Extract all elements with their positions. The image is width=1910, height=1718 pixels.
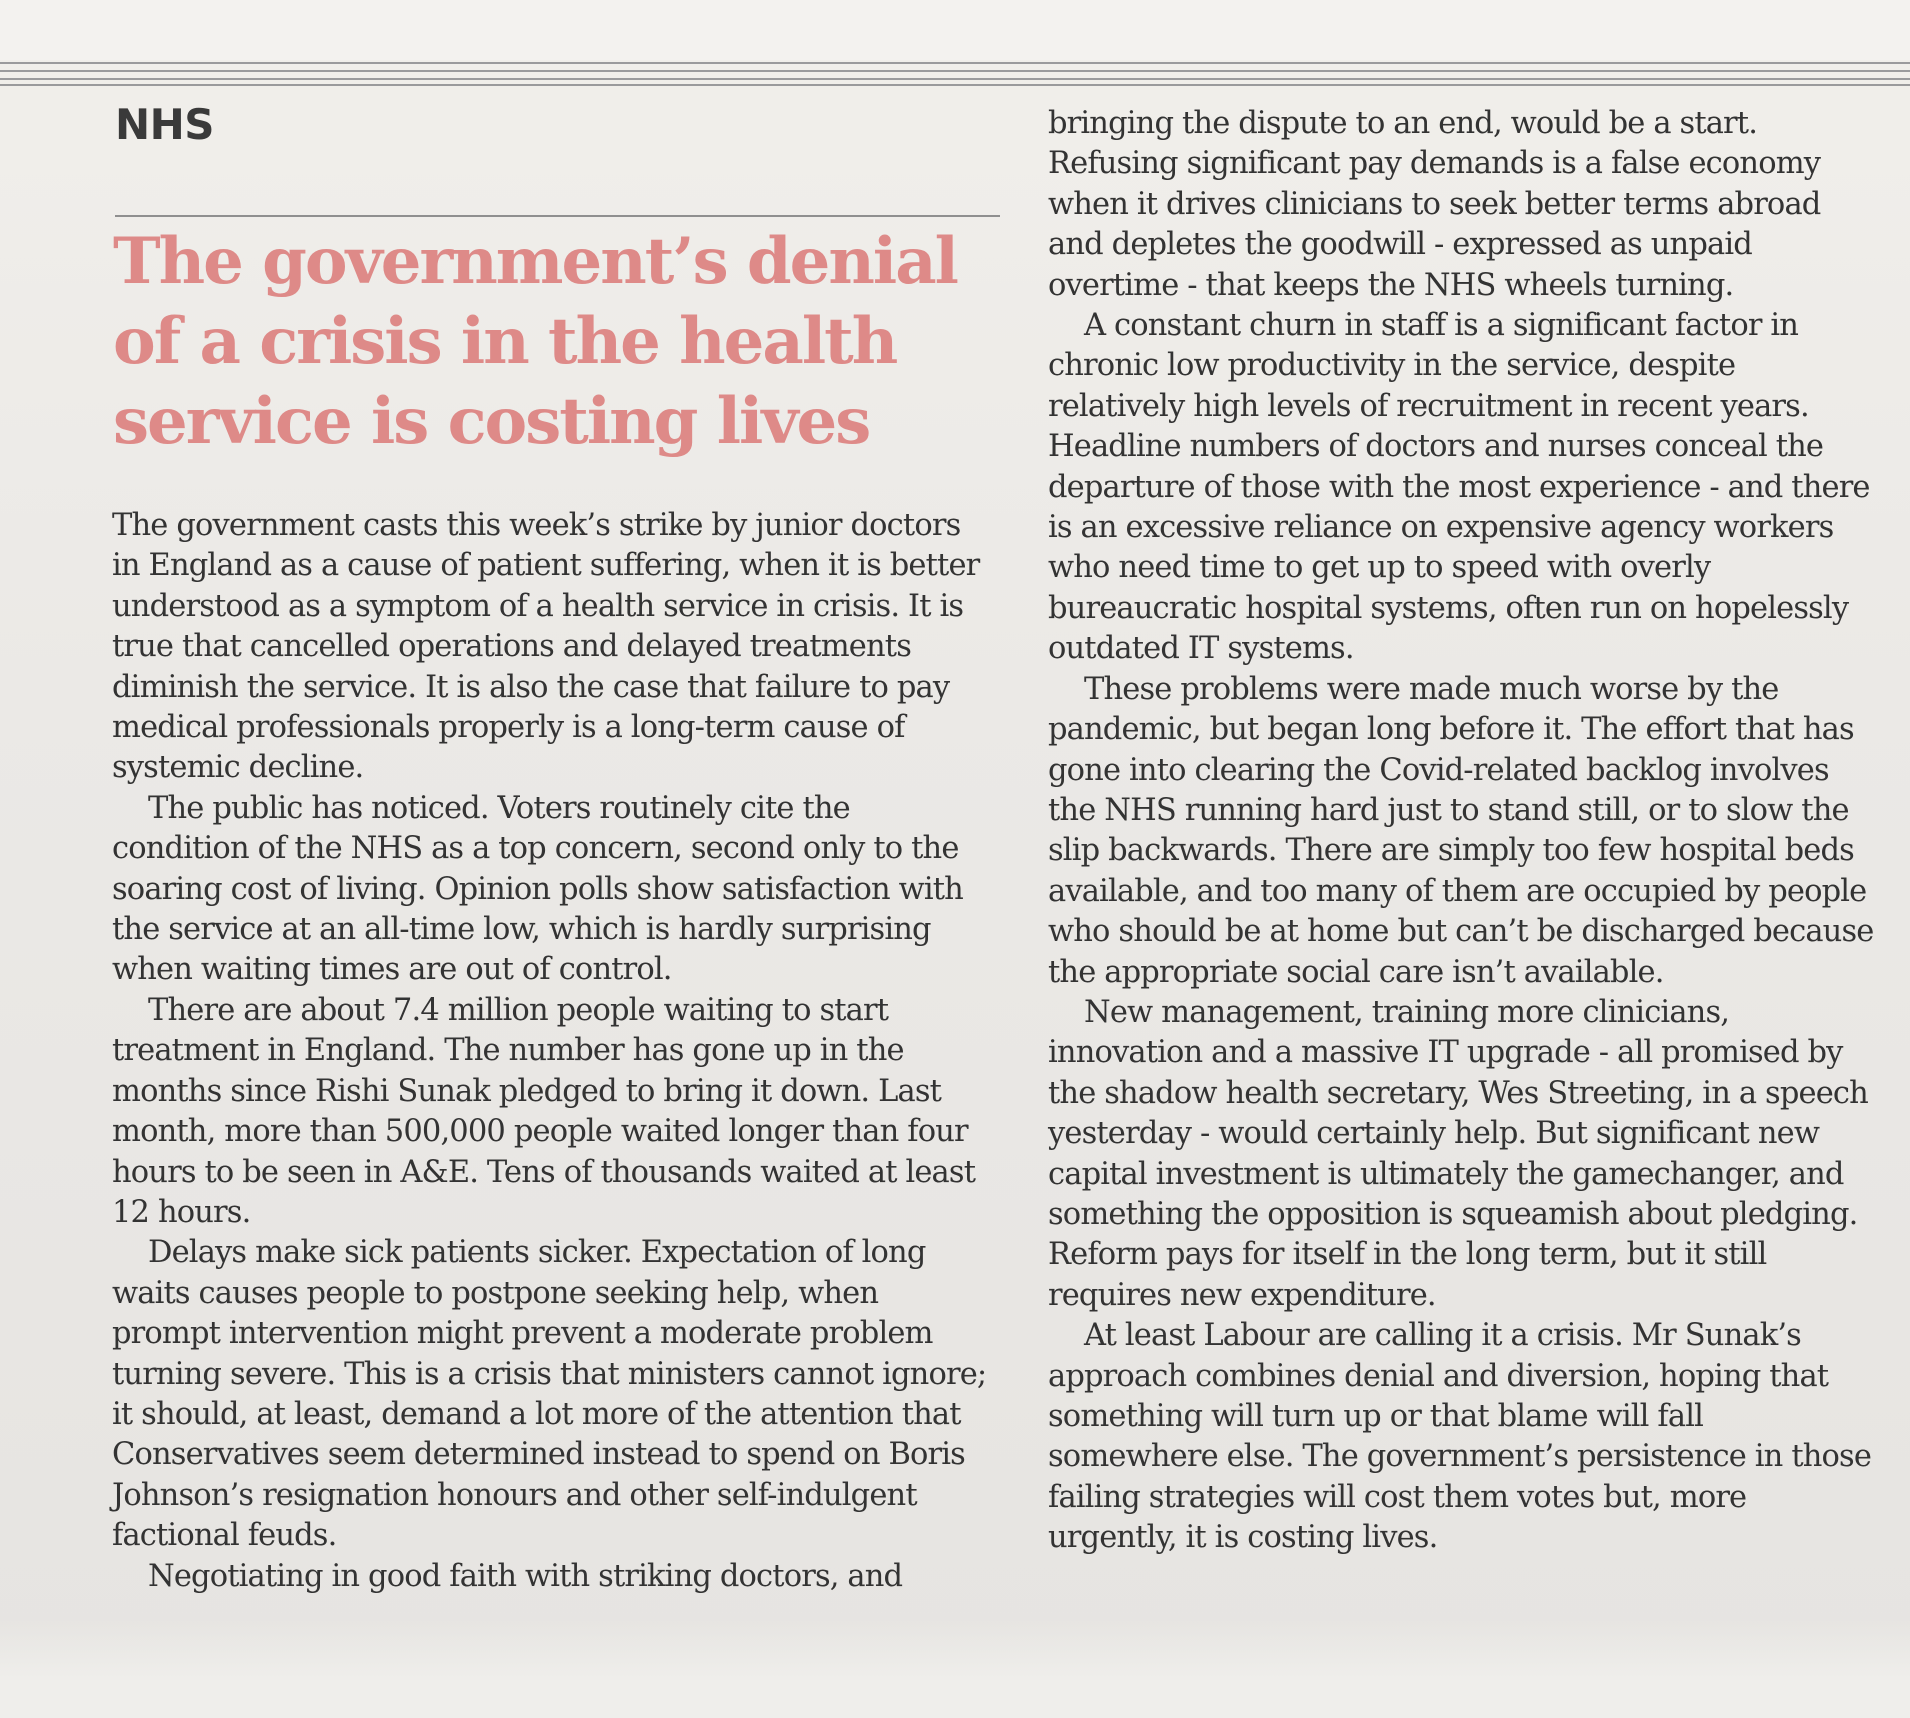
article-column-right <box>1048 104 1878 1559</box>
paragraph: bringing the dispute to an end, would be a start. Refusing significant pay demands is a false economy when it drives clinicians to seek better terms abroad and depletes the goodwill - expressed as unpaid overtime - that keeps the NHS wheels turning. <box>1048 106 1821 303</box>
section-label: NHS <box>115 100 215 149</box>
previous-page-strip <box>0 0 1910 60</box>
paragraph: Delays make sick patients sicker. Expectation of long waits causes people to postpone seeking help, when prompt intervention might prevent a moderate problem turning severe. This is a crisis that ministers cannot ignore; it should, at least, demand a lot more of the attention that Conservatives seem determined instead to spend on Boris Johnson’s resignation honours and other self-indulgent factional feuds. <box>112 1235 987 1554</box>
paragraph: These problems were made much worse by the pandemic, but began long before it. The effort that has gone into clearing the Covid-related backlog involves the NHS running hard just to stand still, or to slow the slip backwards. There are simply too few hospital beds available, and too many of them are occupied by people who should be at home but can’t be discharged because the appropriate social care isn’t available. <box>1048 671 1874 990</box>
paragraph: There are about 7.4 million people waiting to start treatment in England. The number has gone up in the months since Rishi Sunak pledged to bring it down. Last month, more than 500,000 people waited longer than four hours to be seen in A&E. Tens of thousands waited at least 12 hours. <box>112 992 976 1230</box>
page-bottom-margin <box>0 1620 1910 1718</box>
paragraph: New management, training more clinicians, innovation and a massive IT upgrade - all promised by the shadow health secretary, Wes Streeting, in a speech yesterday - would certainly help. But significant new capital investment is ultimately the gamechanger, and something the opposition is squeamish about pledging. Reform pays for itself in the long term, but it still requires new expenditure. <box>1048 994 1868 1313</box>
article-column-left <box>112 506 992 1597</box>
headline: The government’s denial of a crisis in the health service is costing lives <box>113 224 957 459</box>
top-border-rules <box>0 62 1910 88</box>
paragraph: Negotiating in good faith with striking doctors, and <box>148 1558 903 1594</box>
paragraph: The government casts this week’s strike by junior doctors in England as a cause of patient suffering, when it is better understood as a symptom of a health service in crisis. It is true that cancelled operations and delayed treatments diminish the service. It is also the case that failure to pay medical professionals properly is a long-term cause of systemic decline. <box>112 508 980 786</box>
paragraph: The public has noticed. Voters routinely cite the condition of the NHS as a top concern, second only to the soaring cost of living. Opinion polls show satisfaction with the service at an all-time low, which is hardly surprising when waiting times are out of control. <box>112 790 963 988</box>
section-divider <box>115 215 1000 217</box>
paragraph: A constant churn in staff is a significant factor in chronic low productivity in the service, despite relatively high levels of recruitment in recent years. Headline numbers of doctors and nurses conceal the departure of those with the most experience - and there is an excessive reliance on expensive agency workers who need time to get up to speed with overly bureaucratic hospital systems, often run on hopelessly outdated IT systems. <box>1048 308 1870 667</box>
paragraph: At least Labour are calling it a crisis. Mr Sunak’s approach combines denial and diversion, hoping that something will turn up or that blame will fall somewhere else. The government’s persistence in those failing strategies will cost them votes but, more urgently, it is costing lives. <box>1048 1318 1872 1556</box>
